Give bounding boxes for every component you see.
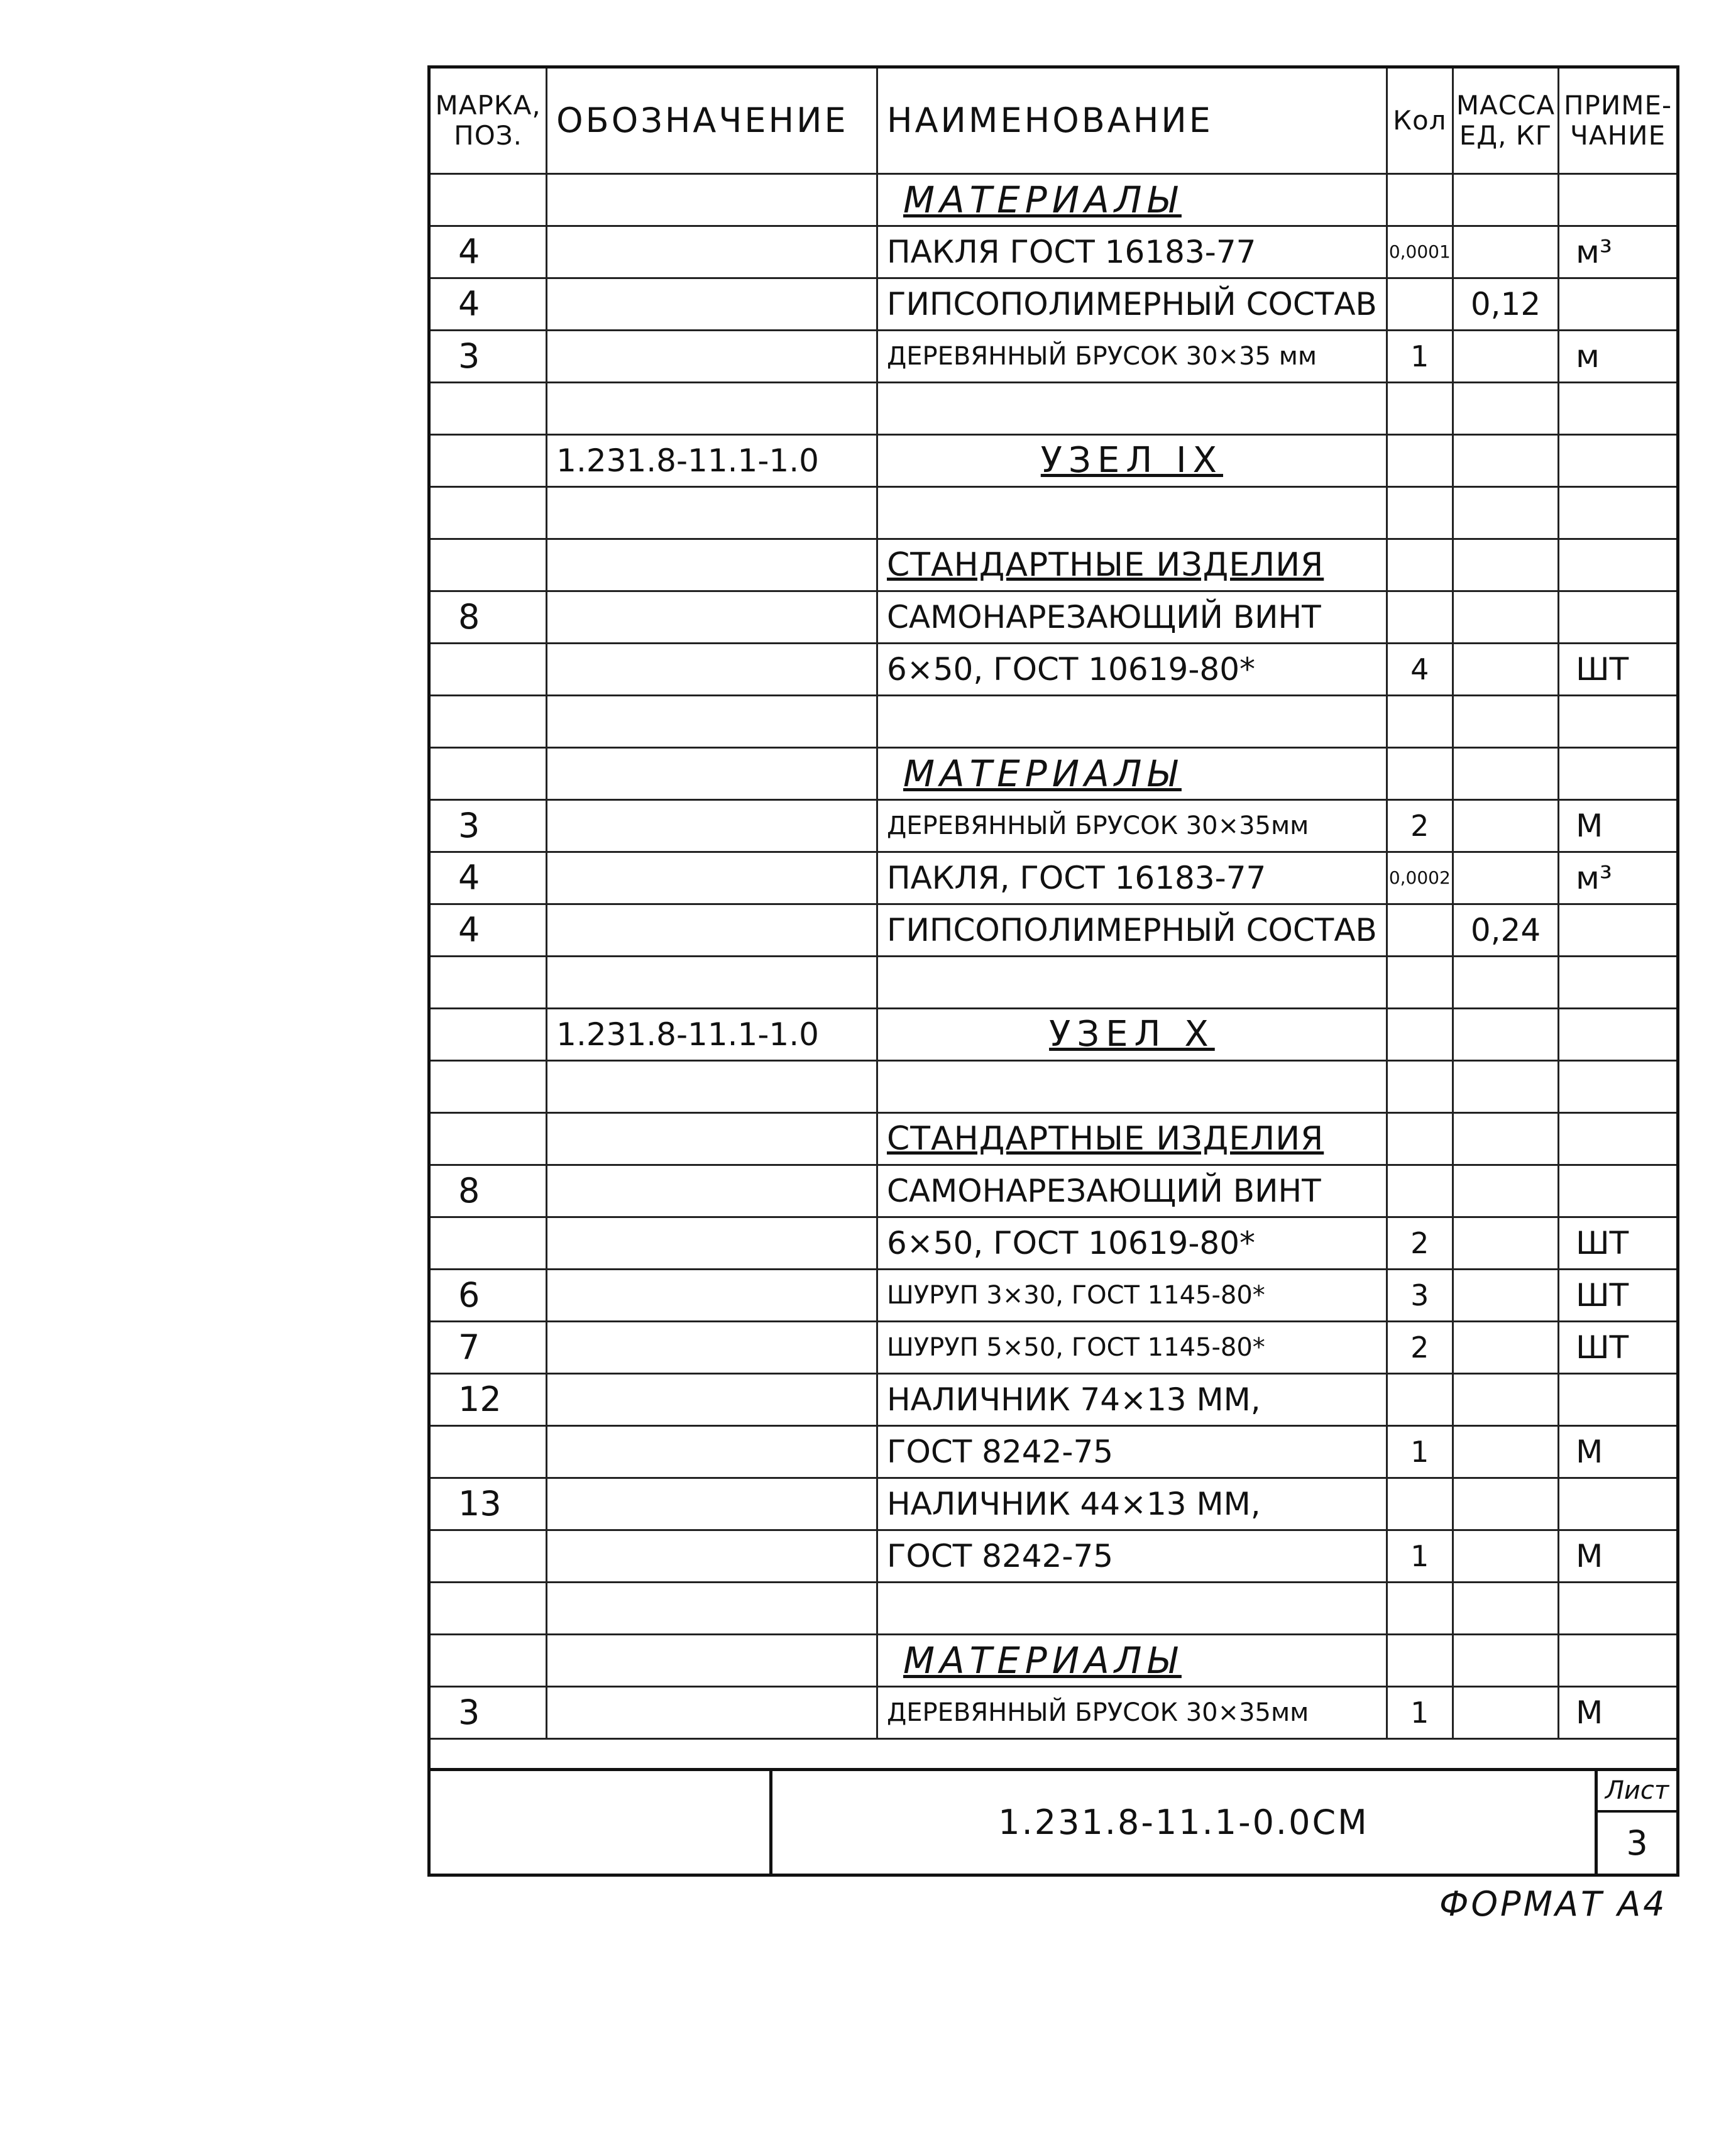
cell-mass [1453,539,1558,591]
cell-qty [1387,435,1453,487]
cell-designation [547,644,877,696]
cell-qty: 1 [1387,1530,1453,1583]
cell-name: НАЛИЧНИК 74×13 ММ, [877,1374,1387,1426]
table-row [431,800,1676,852]
cell-pos: 7 [431,1322,547,1374]
cell-pos: 13 [431,1478,547,1530]
cell-pos [431,1583,547,1635]
cell-name: ДЕРЕВЯННЫЙ БРУСОК 30×35мм [877,800,1387,852]
cell-mass: 0,24 [1453,904,1558,957]
cell-name: ДЕРЕВЯННЫЙ БРУСОК 30×35 мм [877,331,1387,383]
cell-mass [1453,331,1558,383]
table-row [431,1687,1676,1739]
cell-pos: 4 [431,852,547,904]
cell-qty: 0,0002 [1387,852,1453,904]
cell-qty [1387,1635,1453,1687]
cell-mass [1453,1687,1558,1739]
table-row [431,644,1676,696]
cell-note [1559,591,1676,644]
cell-designation [547,800,877,852]
format-label: ФОРМАТ А4 [1439,1884,1667,1924]
cell-qty [1387,539,1453,591]
table-row [431,957,1676,1009]
cell-mass [1453,1061,1558,1113]
table-row [431,487,1676,539]
specification-table [431,69,1676,1740]
cell-designation [547,1061,877,1113]
cell-pos [431,1635,547,1687]
cell-pos [431,1113,547,1165]
cell-qty [1387,383,1453,435]
cell-pos [431,487,547,539]
cell-designation [547,1270,877,1322]
table-row [431,1061,1676,1113]
table-row [431,383,1676,435]
cell-note [1559,748,1676,800]
cell-mass [1453,852,1558,904]
title-block [431,1768,1676,1874]
cell-note [1559,1583,1676,1635]
cell-qty [1387,1583,1453,1635]
cell-mass [1453,1530,1558,1583]
table-row [431,539,1676,591]
cell-note: м³ [1559,226,1676,278]
cell-pos [431,1426,547,1478]
cell-note [1559,1478,1676,1530]
table-row [431,1530,1676,1583]
cell-note [1559,1165,1676,1217]
table-row [431,1270,1676,1322]
cell-qty: 2 [1387,800,1453,852]
table-row [431,1426,1676,1478]
cell-mass [1453,591,1558,644]
cell-mass [1453,1583,1558,1635]
cell-name: ДЕРЕВЯННЫЙ БРУСОК 30×35мм [877,1687,1387,1739]
cell-qty: 2 [1387,1217,1453,1270]
header-row [431,69,1676,174]
cell-name: ГОСТ 8242-75 [877,1426,1387,1478]
cell-pos [431,1061,547,1113]
cell-name: МАТЕРИАЛЫ [877,1635,1387,1687]
table-row [431,904,1676,957]
cell-qty: 1 [1387,1687,1453,1739]
cell-name: МАТЕРИАЛЫ [877,748,1387,800]
cell-mass [1453,1635,1558,1687]
cell-pos [431,539,547,591]
cell-note [1559,1061,1676,1113]
cell-designation [547,1322,877,1374]
cell-mass [1453,1113,1558,1165]
cell-name: ШУРУП 5×50, ГОСТ 1145-80* [877,1322,1387,1374]
cell-note [1559,957,1676,1009]
cell-designation [547,1687,877,1739]
cell-name [877,487,1387,539]
header-qty: Кол [1387,69,1453,174]
cell-pos [431,1217,547,1270]
cell-qty [1387,591,1453,644]
table-row [431,226,1676,278]
header-pos: МАРКА, ПОЗ. [431,69,547,174]
cell-mass [1453,1374,1558,1426]
table-row [431,1322,1676,1374]
cell-note [1559,1009,1676,1061]
cell-note [1559,174,1676,226]
cell-designation [547,174,877,226]
cell-designation [547,904,877,957]
cell-note [1559,278,1676,331]
table-row [431,1113,1676,1165]
cell-name: УЗЕЛ IX [877,435,1387,487]
title-block-left-cell [431,1771,772,1874]
cell-designation [547,591,877,644]
table-row [431,1009,1676,1061]
cell-pos [431,748,547,800]
cell-qty: 4 [1387,644,1453,696]
cell-note: М [1559,1687,1676,1739]
cell-designation [547,1635,877,1687]
cell-pos: 12 [431,1374,547,1426]
cell-note [1559,904,1676,957]
cell-name: ГИПСОПОЛИМЕРНЫЙ СОСТАВ [877,278,1387,331]
cell-name: 6×50, ГОСТ 10619-80* [877,1217,1387,1270]
cell-qty [1387,1009,1453,1061]
sheet-label: Лист [1598,1771,1676,1813]
table-row [431,852,1676,904]
cell-mass [1453,1426,1558,1478]
cell-designation: 1.231.8-11.1-1.0 [547,1009,877,1061]
cell-note: м [1559,331,1676,383]
cell-name: 6×50, ГОСТ 10619-80* [877,644,1387,696]
table-row [431,174,1676,226]
cell-name: НАЛИЧНИК 44×13 ММ, [877,1478,1387,1530]
table-row [431,748,1676,800]
header-name: НАИМЕНОВАНИЕ [877,69,1387,174]
cell-pos [431,435,547,487]
cell-mass [1453,800,1558,852]
cell-pos [431,696,547,748]
cell-designation [547,278,877,331]
table-row [431,435,1676,487]
cell-qty [1387,1374,1453,1426]
cell-name [877,696,1387,748]
table-row [431,1583,1676,1635]
cell-mass [1453,1009,1558,1061]
cell-designation [547,957,877,1009]
cell-qty [1387,174,1453,226]
cell-pos: 3 [431,800,547,852]
cell-name [877,383,1387,435]
cell-pos: 3 [431,1687,547,1739]
cell-pos: 8 [431,1165,547,1217]
cell-name: ПАКЛЯ ГОСТ 16183-77 [877,226,1387,278]
cell-mass [1453,1322,1558,1374]
cell-pos: 4 [431,226,547,278]
cell-note [1559,1113,1676,1165]
cell-note [1559,383,1676,435]
cell-note [1559,487,1676,539]
cell-designation [547,1530,877,1583]
cell-designation [547,1478,877,1530]
cell-designation [547,1165,877,1217]
cell-designation [547,539,877,591]
cell-note: М [1559,800,1676,852]
cell-designation [547,1426,877,1478]
cell-name: СТАНДАРТНЫЕ ИЗДЕЛИЯ [877,1113,1387,1165]
sheet-number: 3 [1626,1823,1648,1863]
cell-mass [1453,644,1558,696]
cell-note: ШТ [1559,1270,1676,1322]
cell-qty [1387,748,1453,800]
cell-pos [431,957,547,1009]
cell-qty [1387,957,1453,1009]
cell-pos: 4 [431,904,547,957]
cell-mass [1453,1270,1558,1322]
cell-note: ШТ [1559,1217,1676,1270]
cell-qty [1387,1165,1453,1217]
cell-mass: 0,12 [1453,278,1558,331]
cell-name [877,1583,1387,1635]
cell-note [1559,539,1676,591]
cell-designation [547,331,877,383]
header-mass: МАССА ЕД, КГ [1453,69,1558,174]
cell-designation [547,383,877,435]
cell-name: ГОСТ 8242-75 [877,1530,1387,1583]
cell-mass [1453,487,1558,539]
cell-designation [547,852,877,904]
cell-note: ШТ [1559,1322,1676,1374]
cell-note [1559,696,1676,748]
cell-note: М [1559,1426,1676,1478]
specification-sheet [427,65,1679,1877]
table-row [431,1217,1676,1270]
cell-qty [1387,1478,1453,1530]
cell-designation [547,1217,877,1270]
cell-designation [547,748,877,800]
cell-pos: 6 [431,1270,547,1322]
cell-note: М [1559,1530,1676,1583]
cell-mass [1453,748,1558,800]
cell-mass [1453,383,1558,435]
document-code: 1.231.8-11.1-0.0СМ [998,1803,1369,1842]
cell-name [877,957,1387,1009]
table-row [431,278,1676,331]
cell-mass [1453,957,1558,1009]
cell-name [877,1061,1387,1113]
table-row [431,331,1676,383]
cell-designation [547,1583,877,1635]
header-note: ПРИМЕ-ЧАНИЕ [1559,69,1676,174]
cell-qty: 1 [1387,1426,1453,1478]
cell-note: м³ [1559,852,1676,904]
table-row [431,696,1676,748]
cell-name: СТАНДАРТНЫЕ ИЗДЕЛИЯ [877,539,1387,591]
cell-mass [1453,1217,1558,1270]
cell-note: ШТ [1559,644,1676,696]
cell-pos [431,383,547,435]
cell-name: ШУРУП 3×30, ГОСТ 1145-80* [877,1270,1387,1322]
cell-name: САМОНАРЕЗАЮЩИЙ ВИНТ [877,1165,1387,1217]
cell-note [1559,1635,1676,1687]
cell-name: ПАКЛЯ, ГОСТ 16183-77 [877,852,1387,904]
cell-qty [1387,278,1453,331]
cell-designation [547,1113,877,1165]
cell-pos [431,174,547,226]
cell-qty [1387,1061,1453,1113]
cell-designation [547,1374,877,1426]
cell-name: УЗЕЛ X [877,1009,1387,1061]
table-row [431,1165,1676,1217]
cell-qty [1387,487,1453,539]
cell-pos [431,644,547,696]
cell-designation [547,487,877,539]
cell-designation: 1.231.8-11.1-1.0 [547,435,877,487]
cell-mass [1453,174,1558,226]
cell-note [1559,1374,1676,1426]
cell-pos [431,1530,547,1583]
cell-mass [1453,1165,1558,1217]
cell-qty: 0,0001 [1387,226,1453,278]
cell-pos: 4 [431,278,547,331]
cell-name: ГИПСОПОЛИМЕРНЫЙ СОСТАВ [877,904,1387,957]
cell-pos: 8 [431,591,547,644]
cell-note [1559,435,1676,487]
cell-qty [1387,696,1453,748]
header-designation: ОБОЗНАЧЕНИЕ [547,69,877,174]
cell-qty [1387,1113,1453,1165]
cell-designation [547,226,877,278]
cell-qty: 3 [1387,1270,1453,1322]
cell-name: МАТЕРИАЛЫ [877,174,1387,226]
cell-mass [1453,696,1558,748]
cell-qty [1387,904,1453,957]
table-row [431,1374,1676,1426]
cell-mass [1453,1478,1558,1530]
cell-mass [1453,226,1558,278]
cell-qty: 1 [1387,331,1453,383]
cell-mass [1453,435,1558,487]
cell-pos [431,1009,547,1061]
table-row [431,1635,1676,1687]
cell-name: САМОНАРЕЗАЮЩИЙ ВИНТ [877,591,1387,644]
cell-pos: 3 [431,331,547,383]
cell-designation [547,696,877,748]
sheet-box [1595,1771,1676,1874]
table-row [431,591,1676,644]
table-row [431,1478,1676,1530]
cell-qty: 2 [1387,1322,1453,1374]
